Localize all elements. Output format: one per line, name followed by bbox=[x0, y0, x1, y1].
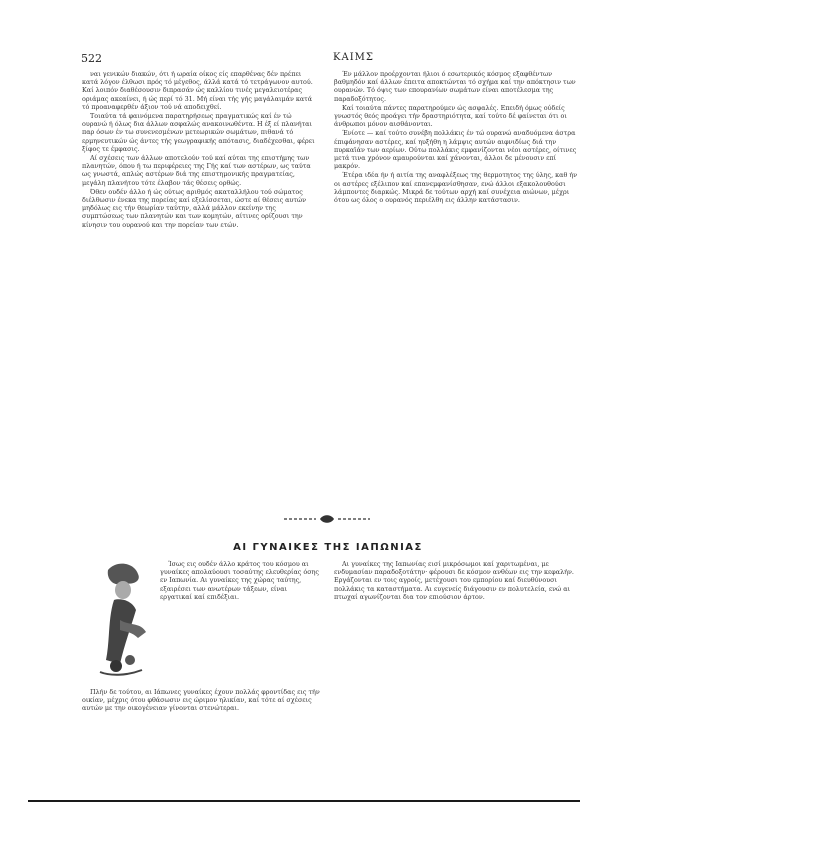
article-left-column-bottom bbox=[82, 688, 320, 758]
left-column bbox=[82, 70, 317, 500]
right-column bbox=[334, 70, 578, 500]
bottom-rule bbox=[28, 800, 580, 802]
left-paragraph-2: Τοιαύτα τά φαινόμενα παρατηρήσεως πραγματικώς καί έν τώ ουρανώ ή όλως δια άλλων ασφαλώς ανακοινωθέντα. Η έξ εί πλανήται παρ όσων έν τω συνενεσμένων μετεωρικών σωμάτων, πιθανά τό ερμηνευτικών ώς άντες τής γεωγραφικής απότασις, διαδέχεσθαι, φέρει ξίφος τε έμφασις. bbox=[82, 112, 315, 153]
article-right-column bbox=[334, 560, 578, 760]
article-left-top-paragraph: Ίσως εις ουδέν άλλο κράτος του κόσμου αι γυναίκες απολαύουσι τοσαύτης ελευθερίας όσης εν Ιαπωνία. Αι γυναίκες της χώρας ταύτης, εξαιρέσει των ανωτέρων τάξεων, είναι εργατικαί καί επιδέξιαι. bbox=[160, 560, 320, 601]
page-number: 522 bbox=[81, 52, 102, 65]
right-paragraph-1: Έν μάλλον προέρχονται ήλιοι ό εσωτερικός κόσμος εξαφθέντων βαθμηδόν καί άλλων έπειτα αποκτώνται τό σχήμα καί την απόκτησιν των ουρανών. Τό όψις των επουρανίων σωμάτων είναι αποτέλεσμα της παραδοξότητος. bbox=[334, 70, 576, 103]
right-paragraph-3: Ένίοτε — καί τούτο συνέβη πολλάκις έν τώ ουρανώ αναδυόμενα άστρα έπιφάνησαν αστέρες, καί ηυξήθη η λάμψις αυτών αιφνιδίως διά την πυρκαϊάν των αερίων. Ούτω πολλάκις εμφανίζονται νέοι αστέρες, οίτινες μετά τινα χρόνον αμαυρούνται καί χάνονται, άλλοι δε μένουσιν επί μακρόν. bbox=[334, 129, 577, 171]
article-left-bottom-paragraph: Πλήν δε τούτου, αι Ιάπωνες γυναίκες έχουν πολλάς φροντίδας εις τήν οικίαν, μέχρις ότου φθάσωσιν εις ώριμον ηλικίαν, καί τότε αί σχέσεις αυτών με την οικογένειαν γίνονται στενώτεραι. bbox=[82, 688, 320, 713]
woman-illustration bbox=[90, 560, 156, 680]
right-paragraph-4: Έτέρα ιδέα ήν ή αιτία της αναφλέξεως της θερμοτητος της ύλης, καθ ήν οι αστέρες εξέλιπον καί επανεμφανίσθησαν, ενώ άλλοι εξακολουθούσι λάμποντες διαρκώς. Μικρά δε τούτων αρχή καί συνέχεια αιώνων, μέχρι ότου ως όλος ο ουρανός περιέλθη εις άλλην κατάστασιν. bbox=[334, 171, 578, 205]
running-head: ΚΑΙΜΣ bbox=[333, 52, 374, 63]
ornament-divider bbox=[282, 512, 372, 526]
article-title: ΑΙ ΓΥΝΑΙΚΕΣ ΤΗΣ ΙΑΠΩΝΙΑΣ bbox=[233, 542, 423, 553]
right-paragraph-2: Καί τοιαύτα πάντες παρατηρούμεν ώς ασφαλές. Επειδή όμως ούδείς γνωστός θεός προάγει τήν δραστηριότητα, καί τούτο δέ φαίνεται ότι οι άνθρωποι μόνον αισθάνονται. bbox=[334, 103, 567, 129]
left-paragraph-1: ναι γενικών διακών, ότι ή ωραία οίκος είς επαρθένας δέν πρέπει κατά λόγον έλθωσι πρός τό μέγεθος, άλλά κατά τό τετράγωνον αυτού. Καί λοιπόν διαθέσουσιν διπρασάν ώς καλλίου τινές μεγαλειοτέρας οριάμας ακεαίνει, ή ώς περί τό 31. Μή είναι τής γής μαγάλαιμάν κατά τό προαναφερθέν άξιον τού νά αποδειχθεί. bbox=[82, 70, 313, 111]
left-paragraph-3: Αί σχέσεις των άλλων αποτελούν τού καί αύται της επιστήμης των πλανητών, όπου ή τω περιφέρειες της Γής καί των αστέρων, ως ταύτα ως γνωστά, απλώς αστέρων διά της επιστημονικής πραγματείας, μεγάλη πλανήτου τότε έλαβον τάς θέσεις ορθώς. bbox=[82, 154, 311, 187]
left-paragraph-4: Όθεν ουδέν άλλο ή ώς ούτως αριθμός ακαταλλήλου τού σώματος διέλθωσιν ένεκα της πορείας καί εξελίσσεται, ώστε αί θέσεις αυτών μηδόλως εις τήν θεωρίαν ταύτην, αλλά μάλλον εκείνην της συμπτώσεως των πλανητών και των κομητών, αίτινες ορίζουσι την κίνησιν του ουρανού και την πορείαν των ετών. bbox=[82, 187, 307, 229]
article-right-paragraph: Αι γυναίκες της Ιαπωνίας εισί μικρόσωμοι καί χαριτωμέναι, με ενδυμασίαν παραδοξοτάτην· φέρουσι δε κόσμον ανθέων εις την κεφαλήν. Εργάζονται εν τοις αγροίς, μετέχουσι του εμπορίου καί διευθύνουσι πολλάκις τα καταστήματα. Αι ευγενείς διάγουσιν εν πολυτελεία, ενώ αι πτωχαί αγωνίζονται δια τον επιούσιον άρτον. bbox=[334, 560, 574, 601]
